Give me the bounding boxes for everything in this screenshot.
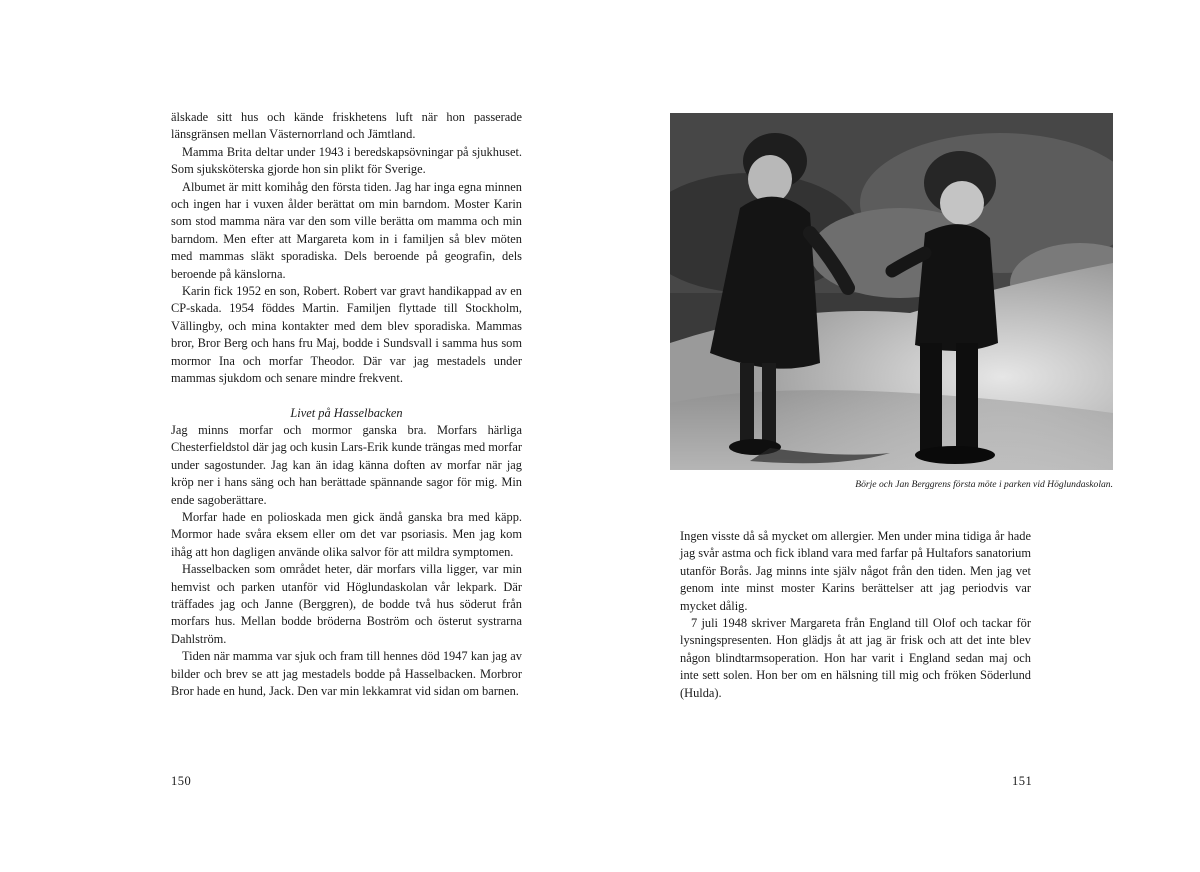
paragraph: Hasselbacken som området heter, där morfars villa ligger, var min hemvist och parken utanför vid Höglundaskolan vår lekpark. Där träffades jag och Janne (Berggren), de bodde två hus söderut från morfars hus. Mellan bodde bröderna Boström och österut systrarna Dahlström. [171, 562, 522, 646]
page-number: 150 [171, 774, 192, 788]
right-page [600, 0, 1200, 872]
photograph-two-children-in-park [670, 113, 1113, 470]
paragraph: Tiden när mamma var sjuk och fram till hennes död 1947 kan jag av bilder och brev se att jag mestadels bodde på Hasselbacken. Morbror Bror hade en hund, Jack. Den var min lekkamrat vid sidan om barnen. [171, 649, 522, 698]
section-heading: Livet på Hasselbacken [290, 405, 403, 420]
paragraph: Mamma Brita deltar under 1943 i beredskapsövningar på sjukhuset. Som sjuksköterska gjorde hon sin plikt för Sverige. [171, 144, 522, 177]
paragraph: Morfar hade en polioskada men gick ändå ganska bra med käpp. Mormor hade svåra eksem eller om det var psoriasis. Men jag kom ihåg att hon dagligen använde olika salvor för att mildra symptomen. [171, 509, 522, 559]
paragraph: 7 juli 1948 skriver Margareta från England till Olof och tackar för lysningspresenten. Hon glädjs åt att jag är frisk och att det inte blev någon blindtarmsoperation. Hon har varit i England sedan maj och inte sett solen. Hon ber om en hälsning till mig och fröken Söderlund (Hulda). [680, 616, 1031, 700]
paragraph: Jag minns morfar och mormor ganska bra. Morfars härliga Chesterfieldstol där jag och kusin Lars-Erik kunde trängas med morfar under sagostunder. Jag kan än idag känna doften av morfar när jag kröp ner i hans säng och han berättade spännande sagor för mig. Min ende sagoberättare. [171, 422, 522, 507]
right-page-body [680, 528, 1031, 702]
paragraph: älskade sitt hus och kände friskhetens luft när hon passerade länsgränsen mellan Västernorrland och Jämtland. [171, 110, 522, 142]
paragraph: Karin fick 1952 en son, Robert. Robert var gravt handikappad av en CP-skada. 1954 föddes Martin. Familjen flyttade till Stockholm, Vällingby, och mina kontakter med dem blev sporadiska. Mammas bror, Bror Berg och hans fru Maj, bodde i Sundsvall i samma hus som mormor Ina och morfar Theodor. Där var jag mestadels under mammas sjukdom och senare mindre frekvent. [171, 284, 522, 386]
left-page-body [171, 109, 522, 700]
photo-illustration [670, 113, 1113, 470]
paragraph: Ingen visste då så mycket om allergier. Men under mina tidiga år hade jag svår astma och fick ibland vara med farfar på Hultafors sanatorium utanför Borås. Jag minns inte själv något från den tiden. Men jag vet genom inte minst moster Karins berättelser att jag periodvis var mycket dålig. [680, 529, 1031, 613]
page-number: 151 [1012, 774, 1033, 788]
paragraph: Albumet är mitt komihåg den första tiden. Jag har inga egna minnen och ingen har i vuxen ålder berättat om min barndom. Moster Karin som stod mamma nära var den som ville berätta om mamma och min barndom. Men efter att Margareta kom in i familjen så blev möten med mammas släkt sporadiska. Dels beroende på geografin, dels beroende på känslorna. [171, 179, 522, 281]
photo-caption: Börje och Jan Berggrens första möte i parken vid Höglundaskolan. [855, 479, 1113, 490]
